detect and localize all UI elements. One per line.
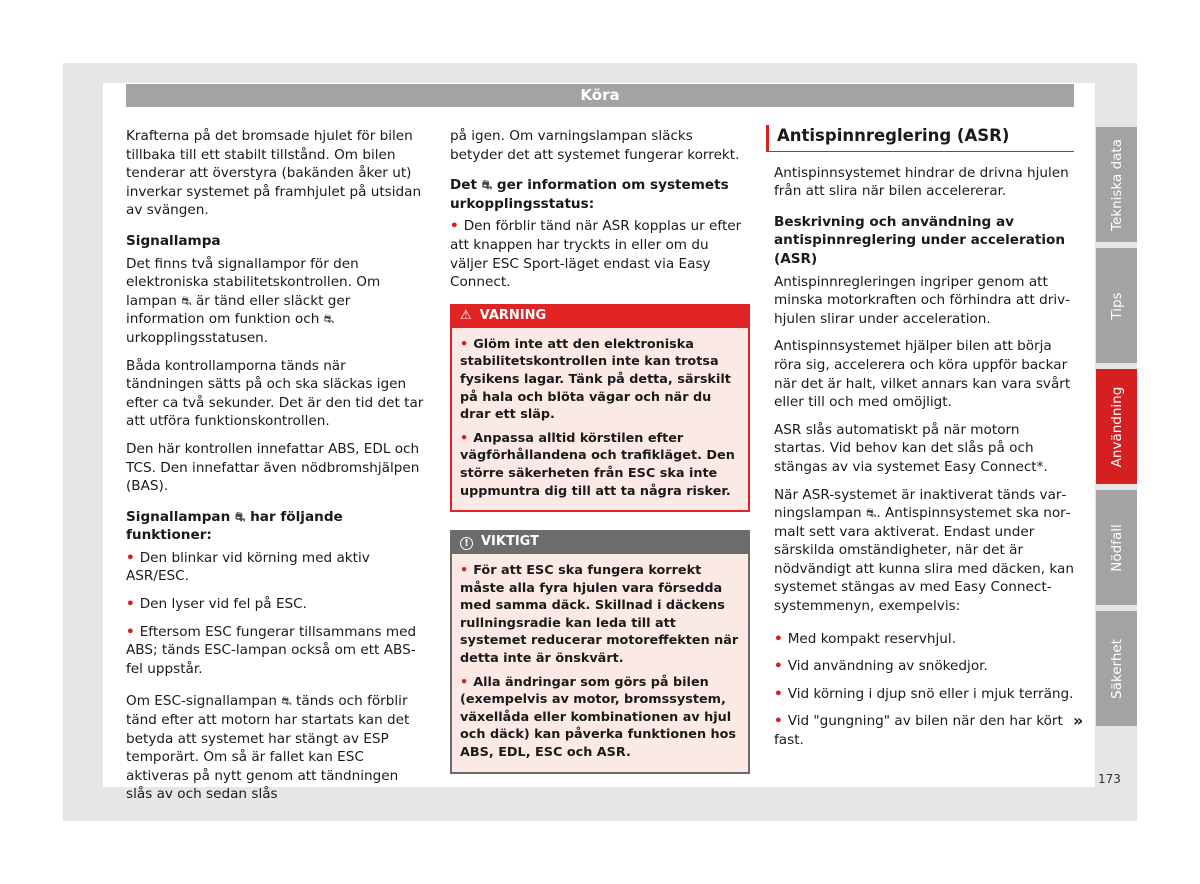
- tab-nodfall[interactable]: Nödfall: [1096, 490, 1137, 605]
- list-item: • Den lyser vid fel på ESC.: [126, 595, 426, 614]
- list-item: • Eftersom ESC fungerar tillsammans med ABS; tänds ESC-lampan också om ett ABS-fel uppstår.: [126, 623, 426, 679]
- section-header: Köra: [126, 84, 1074, 107]
- column-1: [126, 127, 426, 813]
- car-skid-icon: ⛐: [181, 293, 192, 308]
- tab-tekniska-data[interactable]: Tekniska data: [1096, 127, 1137, 242]
- important-box: [450, 530, 750, 774]
- paragraph: Antispinnsystemet hindrar de drivna hjulen från att slira när bilen accelererar.: [774, 164, 1069, 200]
- heading-signallampa: Signallampa: [126, 232, 221, 249]
- important-item: • För att ESC ska fungera korrekt måste alla fyra hjulen vara försedda med samma däck. Skillnad i däckens rullningsradie kan leda till att systemet reducerar motoreffekten när detta inte är önskvärt.: [460, 562, 740, 668]
- list-item: • Vid körning i djup snö eller i mjuk terräng.: [774, 685, 1074, 704]
- list-item: • Den förblir tänd när ASR kopplas ur efter att knappen har tryckts in eller om du väljer ESC Sport-läget endast via Easy Connect.: [450, 217, 750, 291]
- paragraph: Om ESC-signallampan ⛐ tänds och förblir tänd efter att motorn har startats kan det betyda att systemet har stängt av ESP temporärt. Om så är fallet kan ESC aktiveras på nytt genom att tändningen slås av och sedan slås: [126, 693, 410, 803]
- tab-anvandning[interactable]: Användning: [1096, 369, 1137, 484]
- paragraph: Den här kontrollen innefattar ABS, EDL och TCS. Den innefattar även nödbromshjälpen (BAS).: [126, 440, 420, 495]
- paragraph: på igen. Om varningslampan släcks betyder det att systemet fungerar korrekt.: [450, 128, 740, 163]
- warning-item: • Anpassa alltid körstilen efter vägförhållandena och trafikläget. Den större säkerheten från ESC ska inte uppmuntra dig till att ta några risker.: [460, 430, 740, 500]
- paragraph: Det finns två signallampor för den elektroniska stabilitetskontrollen. Om lampan ⛐ är tänd eller släckt ger information om funktion och ⛐ urkopplingsstatusen.: [126, 255, 381, 346]
- car-skid-icon: ⛐: [281, 694, 292, 709]
- tab-tips[interactable]: Tips: [1096, 248, 1137, 363]
- paragraph: Antispinnsystemet hjälper bilen att börja röra sig, accelerera och köra uppför backar när det är halt, vilket annars kan vara svårt eller till och med omöjligt.: [774, 338, 1071, 411]
- paragraph: Båda kontrollamporna tänds när tändningen sätts på och ska släckas igen efter ca två sekunder. Det är den tid det tar att utföra funktionskontrollen.: [126, 357, 424, 430]
- paragraph: Antispinnregleringen ingriper genom att minska motorkraften och förhindra att drivhjulen slirar under acceleration.: [774, 273, 1071, 327]
- list-item: • Med kompakt reservhjul.: [774, 630, 1074, 649]
- tab-sakerhet[interactable]: Säkerhet: [1096, 611, 1137, 726]
- important-header: ! VIKTIGT: [450, 530, 750, 554]
- column-2: [450, 127, 750, 792]
- warning-body: [450, 328, 750, 512]
- paragraph: När ASR-systemet är inaktiverat tänds varningslampan ⛐. Antispinnsystemet ska normalt sett vara aktiverat. Endast under särskilda omständigheter, när det är nödvändigt att kunna slira med däcken, kan systemet stängas av med Easy Connect-systemmenyn, exempelvis:: [774, 486, 1074, 615]
- important-item: • Alla ändringar som görs på bilen (exempelvis av motor, bromssystem, växellåda eller kombinationen av hjul och däck) kan påverka funktionen hos ABS, EDL, ESC och ASR.: [460, 674, 740, 762]
- continue-mark: »: [1073, 711, 1084, 730]
- warning-item: • Glöm inte att den elektroniska stabilitetskontrollen inte kan trotsa fysikens lagar. Tänk på detta, särskilt på hala och blöta vägar och när du drar ett släp.: [460, 336, 740, 424]
- car-skid-icon: ⛐: [235, 509, 246, 524]
- paragraph: ASR slås automatiskt på när motorn startas. Vid behov kan det slås på och stängas av via systemet Easy Connect*.: [774, 421, 1048, 475]
- warning-header: ⚠ VARNING: [450, 304, 750, 328]
- warning-box: [450, 304, 750, 512]
- list-item: • Den blinkar vid körning med aktiv ASR/ESC.: [126, 549, 426, 586]
- heading-functions: Signallampan ⛐ har följande funktioner:: [126, 508, 343, 544]
- paragraph: Krafterna på det bromsade hjulet för bilen tillbaka till ett stabilt tillstånd. Om bilen tenderar att överstyra (bakänden åker ut) inverkar systemet på framhjulet på utsidan av svängen.: [126, 128, 422, 219]
- list-item: • Vid användning av snökedjor.: [774, 657, 1074, 676]
- car-skid-off-icon: ⛐: [481, 178, 493, 193]
- warning-triangle-icon: ⚠: [460, 307, 472, 323]
- section-title: Antispinnreglering (ASR): [766, 125, 1074, 152]
- list-item: • Vid "gungning" av bilen när den har kört fast.: [774, 712, 1074, 749]
- column-3: [774, 125, 1074, 759]
- heading-description: Beskrivning och användning av antispinnreglering under acceleration (ASR): [774, 213, 1066, 267]
- page-number: 173: [1098, 772, 1121, 786]
- car-skid-off-icon: ⛐: [865, 506, 877, 521]
- car-skid-off-icon: ⛐: [323, 312, 335, 327]
- important-body: [450, 554, 750, 774]
- heading-status: Det ⛐ ger information om systemets urkopplingsstatus:: [450, 177, 729, 212]
- info-circle-icon: !: [460, 530, 473, 554]
